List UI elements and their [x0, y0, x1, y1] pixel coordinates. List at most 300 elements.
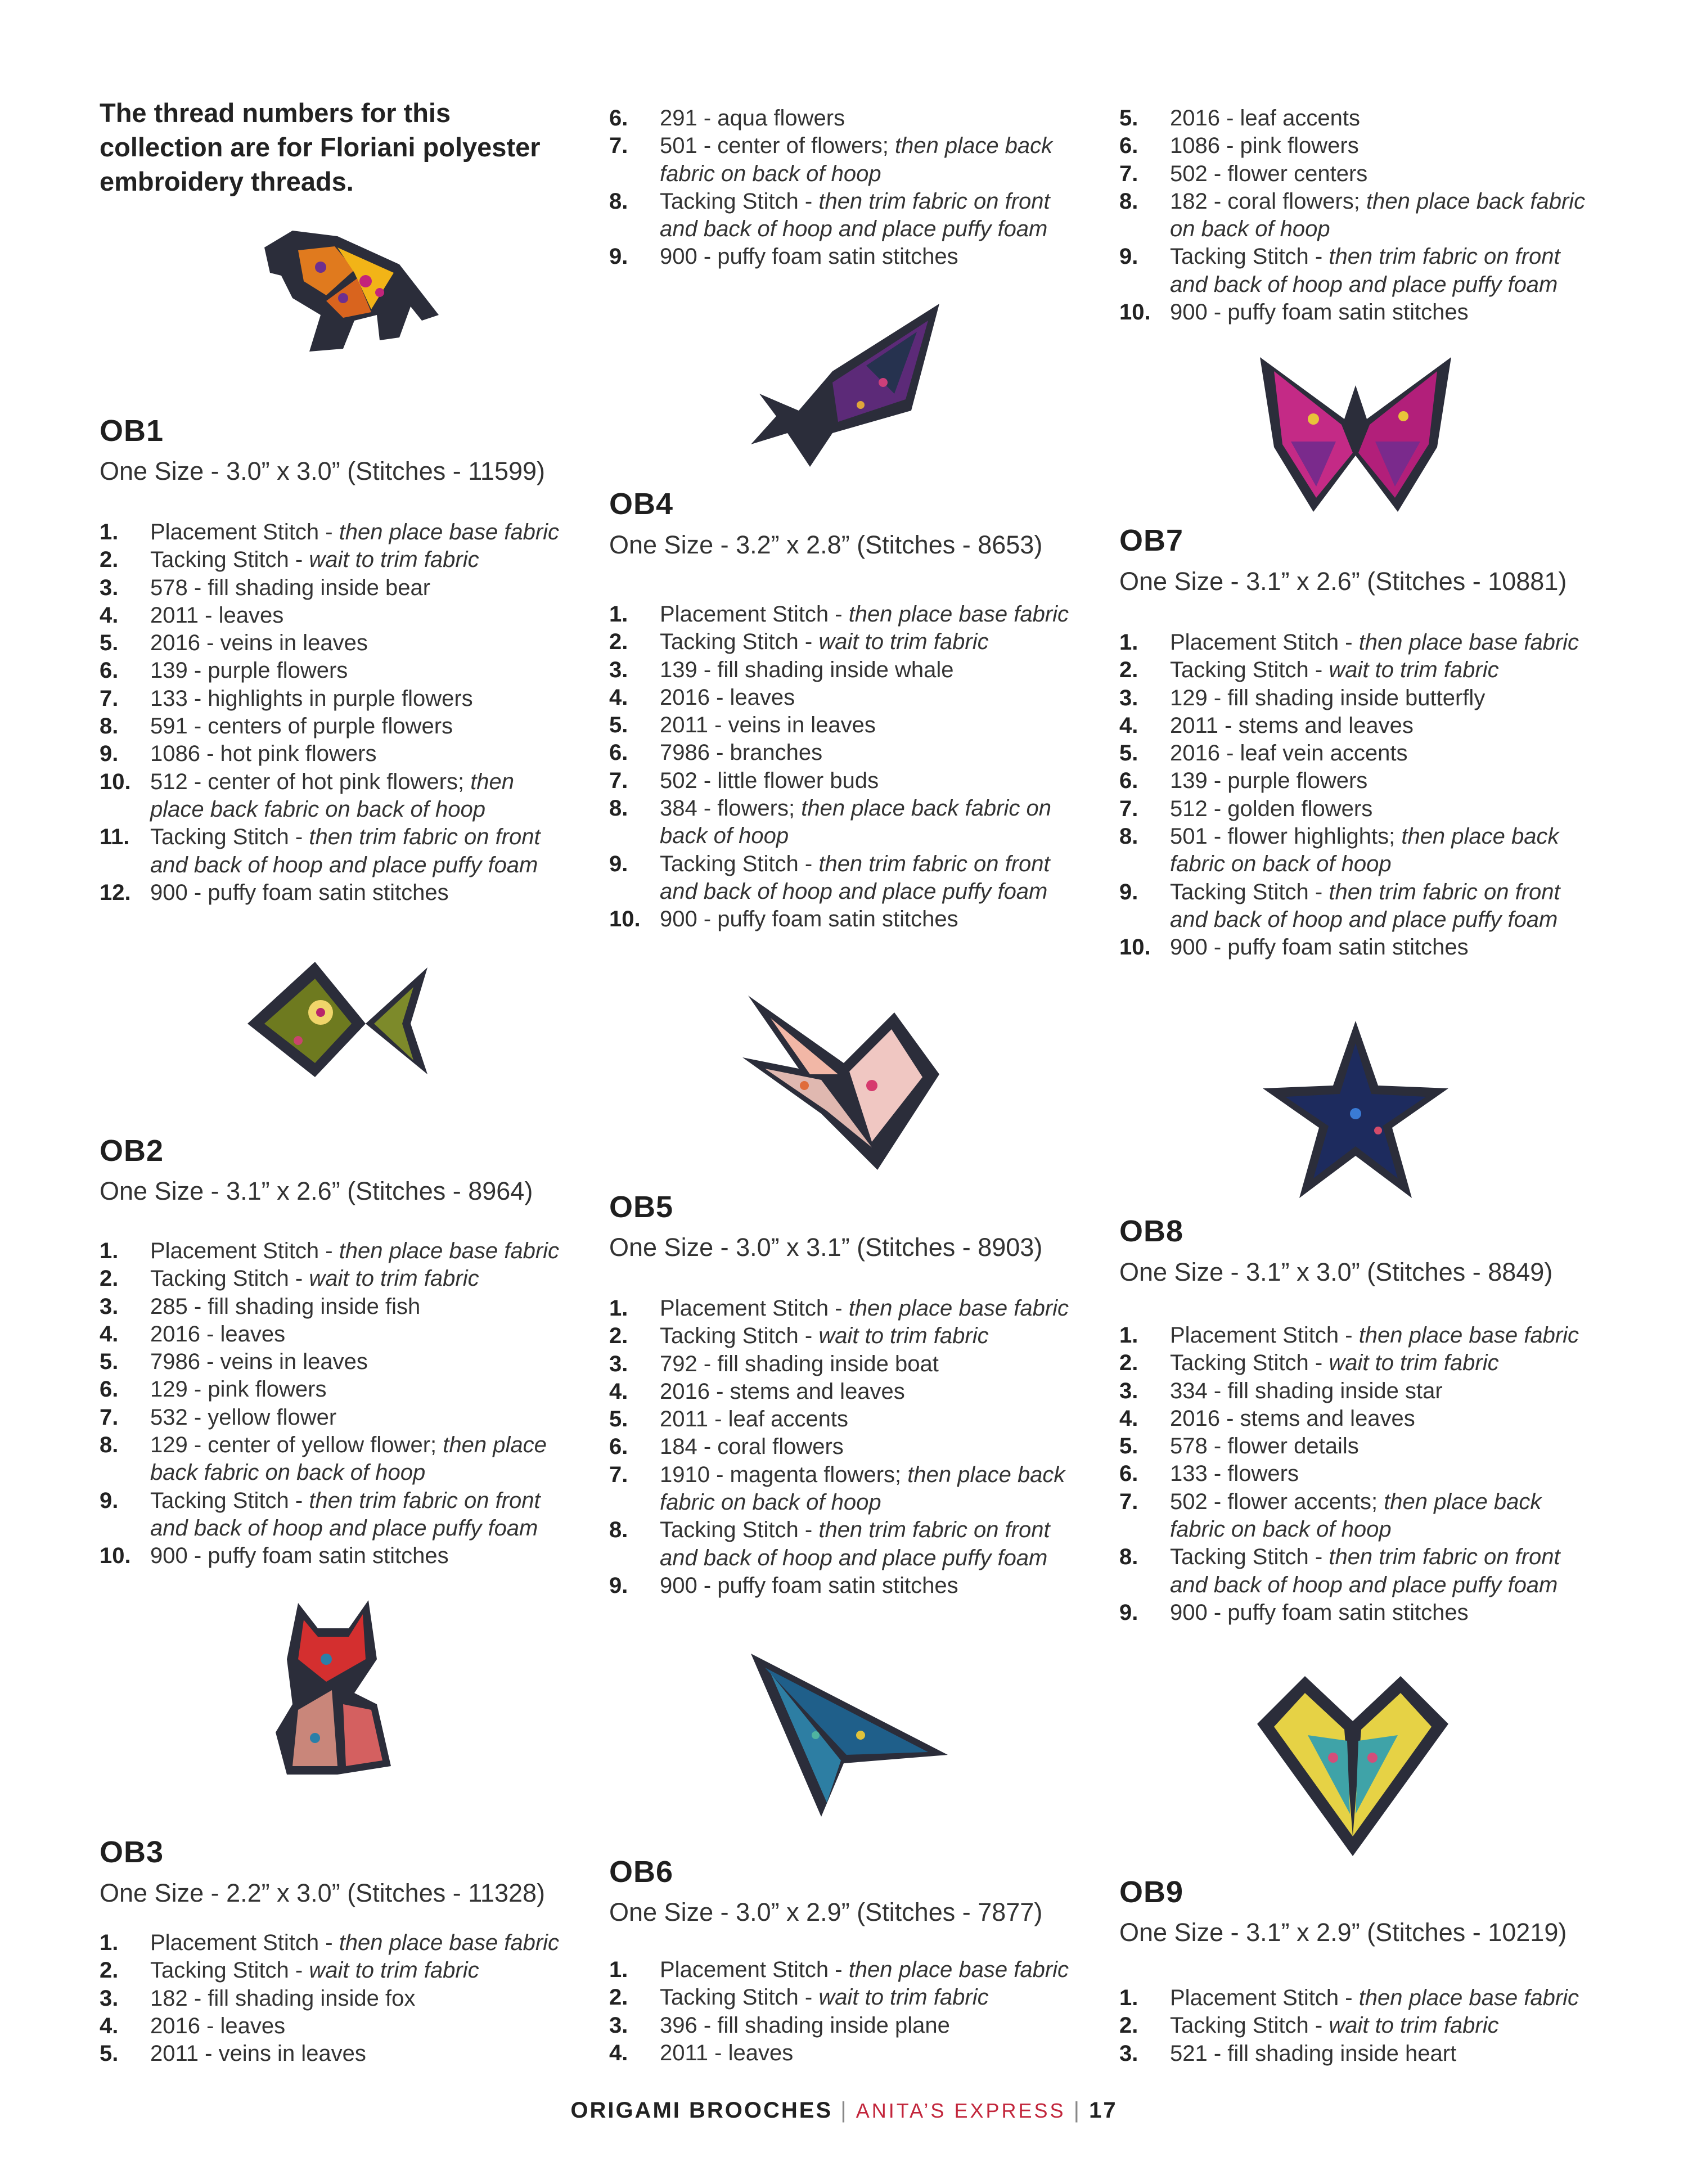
step-text: 129 - pink flowers: [150, 1377, 327, 1402]
step-item: [1119, 656, 1592, 684]
footer-brand: ANITA’S EXPRESS: [856, 2099, 1066, 2122]
ob2-size: One Size - 3.1” x 2.6” (Stitches - 8964): [100, 1177, 533, 1205]
step-text: 133 - flowers: [1170, 1461, 1299, 1487]
step-text: 2011 - stems and leaves: [1170, 713, 1414, 738]
step-instruction: then place back fabric on back of hoop: [150, 769, 515, 822]
col3-continued-steps: [1119, 105, 1592, 326]
step-item: [100, 519, 572, 546]
step-text: 139 - purple flowers: [1170, 768, 1368, 794]
step-instruction: then place back fabric on back of hoop: [150, 1433, 547, 1485]
step-item: [1119, 1984, 1592, 2012]
step-instruction: then trim fabric on front and back of hoop and place puffy foam: [150, 825, 541, 877]
step-text: 900 - puffy foam satin stitches: [1170, 300, 1469, 325]
step-text: 900 - puffy foam satin stitches: [660, 907, 958, 932]
step-number: 1.: [100, 520, 119, 544]
step-text: Placement Stitch -: [660, 1957, 849, 1982]
ob9-steps: [1119, 1984, 1592, 2068]
step-text: Placement Stitch -: [660, 1296, 849, 1321]
step-number: 1.: [1119, 630, 1138, 655]
step-text: Tacking Stitch -: [660, 1323, 819, 1349]
step-number: 6.: [1119, 768, 1138, 794]
step-number: 3.: [100, 1294, 119, 1319]
step-instruction: then place base fabric: [1358, 1323, 1579, 1348]
step-number: 9.: [1119, 244, 1138, 269]
ob6-size: One Size - 3.0” x 2.9” (Stitches - 7877): [609, 1898, 1043, 1926]
step-item: [609, 712, 1082, 739]
step-number: 3.: [1119, 685, 1138, 710]
bear-brooch-image: [259, 225, 450, 360]
step-number: 10.: [1119, 935, 1151, 960]
step-text: 512 - center of hot pink flowers;: [150, 769, 471, 794]
step-item: [1119, 823, 1592, 879]
step-instruction: then trim fabric on front and back of hoop and place puffy foam: [660, 1517, 1050, 1570]
bear-icon: [259, 225, 450, 360]
whale-icon: [748, 298, 951, 478]
step-item: [609, 1322, 1082, 1350]
step-number: 7.: [609, 133, 628, 159]
step-text: Tacking Stitch -: [660, 629, 819, 655]
step-item: [100, 2012, 572, 2040]
step-item: [1119, 795, 1592, 823]
paper-plane-icon: [748, 1651, 951, 1820]
step-item: [1119, 1599, 1592, 1627]
step-text: 384 - flowers;: [660, 796, 802, 821]
step-text: Placement Stitch -: [150, 1930, 339, 1955]
star-icon: [1260, 1018, 1451, 1204]
step-text: 900 - puffy foam satin stitches: [1170, 1600, 1469, 1625]
step-item: [100, 1431, 572, 1487]
step-number: 1.: [1119, 1985, 1138, 2010]
step-number: 2.: [1119, 658, 1138, 683]
star-brooch-image: [1260, 1018, 1451, 1204]
step-text: 285 - fill shading inside fish: [150, 1294, 421, 1319]
step-number: 3.: [1119, 2041, 1138, 2066]
step-item: [1119, 160, 1592, 188]
step-number: 5.: [1119, 1434, 1138, 1459]
step-number: 9.: [609, 244, 628, 269]
step-text: Tacking Stitch -: [150, 547, 309, 573]
step-item: [100, 1293, 572, 1321]
step-item: [609, 684, 1082, 712]
step-text: Tacking Stitch -: [150, 825, 309, 850]
step-text: 2016 - leaves: [150, 2013, 286, 2038]
step-number: 6.: [100, 658, 119, 683]
step-text: 129 - fill shading inside butterfly: [1170, 685, 1486, 710]
step-text: 900 - puffy foam satin stitches: [660, 1573, 958, 1598]
ob4-code: OB4: [609, 487, 674, 521]
step-text: 139 - fill shading inside whale: [660, 657, 954, 682]
step-text: Tacking Stitch -: [1170, 2013, 1329, 2038]
step-item: [100, 879, 572, 907]
step-text: 900 - puffy foam satin stitches: [1170, 935, 1469, 960]
step-text: 2011 - leaves: [660, 2040, 794, 2065]
step-item: [1119, 740, 1592, 767]
step-text: Tacking Stitch -: [660, 1985, 819, 2010]
step-text: 129 - center of yellow flower;: [150, 1433, 443, 1458]
step-text: 291 - aqua flowers: [660, 106, 845, 130]
step-text: 578 - fill shading inside bear: [150, 575, 431, 600]
step-item: [100, 823, 572, 879]
step-item: [100, 685, 572, 713]
ob4-steps: [609, 601, 1082, 934]
step-instruction: wait to trim fabric: [1329, 658, 1499, 683]
step-number: 4.: [609, 1379, 628, 1404]
step-text: 502 - flower centers: [1170, 161, 1368, 186]
ob2-code: OB2: [100, 1134, 164, 1168]
step-text: 591 - centers of purple flowers: [150, 714, 453, 739]
step-number: 4.: [100, 2013, 119, 2038]
step-item: [100, 574, 572, 602]
step-item: [1119, 132, 1592, 160]
step-text: 334 - fill shading inside star: [1170, 1378, 1443, 1403]
page-number: 17: [1089, 2098, 1118, 2123]
step-item: [609, 1406, 1082, 1433]
step-item: [1119, 712, 1592, 740]
fox-brooch-image: [264, 1597, 399, 1777]
step-item: [1119, 1460, 1592, 1488]
step-text: 7986 - branches: [660, 740, 823, 765]
step-item: [100, 2040, 572, 2068]
step-item: [100, 1542, 572, 1570]
step-number: 4.: [100, 602, 119, 628]
step-text: 139 - purple flowers: [150, 658, 348, 683]
step-text: 502 - flower accents;: [1170, 1489, 1384, 1514]
step-text: 396 - fill shading inside plane: [660, 2012, 950, 2038]
footer-separator: |: [840, 2098, 848, 2123]
col2-continued-steps: [609, 105, 1082, 271]
step-number: 8.: [1119, 824, 1138, 849]
step-number: 1.: [100, 1239, 119, 1263]
step-number: 3.: [100, 1985, 119, 2011]
boat-icon: [737, 990, 945, 1176]
step-text: 2011 - leaf accents: [660, 1407, 849, 1432]
step-instruction: then place back fabric on back of hoop: [660, 796, 1051, 849]
step-text: 512 - golden flowers: [1170, 796, 1373, 821]
footer-separator-2: |: [1073, 2098, 1082, 2123]
step-number: 2.: [1119, 1350, 1138, 1376]
step-item: [1119, 188, 1592, 244]
footer-title: ORIGAMI BROOCHES: [570, 2098, 833, 2123]
step-text: 792 - fill shading inside boat: [660, 1351, 939, 1376]
ob1-code: OB1: [100, 414, 164, 448]
ob2-steps: [100, 1237, 572, 1570]
boat-brooch-image: [737, 990, 945, 1176]
step-item: [100, 768, 572, 824]
step-text: 2016 - leaves: [660, 685, 795, 710]
step-text: Placement Stitch -: [1170, 1985, 1359, 2010]
step-instruction: wait to trim fabric: [309, 1266, 479, 1291]
step-text: 2016 - veins in leaves: [150, 631, 368, 656]
step-number: 6.: [1119, 133, 1138, 159]
step-instruction: wait to trim fabric: [818, 1985, 989, 2010]
step-number: 10.: [1119, 300, 1151, 325]
step-item: [609, 739, 1082, 767]
step-item: [609, 601, 1082, 628]
step-number: 1.: [1119, 1323, 1138, 1348]
step-number: 2.: [609, 629, 628, 655]
step-text: Tacking Stitch -: [660, 188, 819, 214]
step-item: [1119, 934, 1592, 961]
step-number: 6.: [1119, 1461, 1138, 1487]
step-text: 501 - flower highlights;: [1170, 824, 1402, 849]
step-instruction: then place back fabric on back of hoop: [1170, 824, 1559, 877]
step-number: 4.: [100, 1321, 119, 1347]
step-instruction: then trim fabric on front and back of hoop and place puffy foam: [150, 1488, 541, 1541]
step-number: 2.: [609, 1985, 628, 2010]
step-text: Placement Stitch -: [1170, 1323, 1359, 1348]
step-text: 184 - coral flowers: [660, 1434, 844, 1460]
step-text: 2016 - stems and leaves: [660, 1379, 905, 1404]
step-item: [1119, 1488, 1592, 1544]
step-number: 3.: [100, 575, 119, 600]
step-item: [100, 1376, 572, 1403]
step-instruction: wait to trim fabric: [818, 629, 989, 655]
step-item: [609, 656, 1082, 684]
step-text: 7986 - veins in leaves: [150, 1349, 368, 1375]
step-text: 900 - puffy foam satin stitches: [660, 244, 958, 269]
step-number: 7.: [609, 768, 628, 793]
step-text: 2011 - leaves: [150, 602, 284, 628]
step-item: [100, 1929, 572, 1957]
step-number: 2.: [100, 1958, 119, 1983]
step-number: 5.: [100, 2041, 119, 2066]
ob9-size: One Size - 3.1” x 2.9” (Stitches - 10219): [1119, 1918, 1567, 1947]
step-text: 2016 - leaves: [150, 1321, 286, 1347]
step-item: [100, 629, 572, 657]
step-number: 8.: [100, 1433, 119, 1458]
step-instruction: wait to trim fabric: [309, 547, 479, 573]
intro-text: The thread numbers for this collection are for Floriani polyester embroidery threads.: [100, 98, 541, 196]
step-item: [1119, 1322, 1592, 1349]
step-number: 1.: [609, 1296, 628, 1321]
step-number: 2.: [609, 1323, 628, 1349]
paper-plane-brooch-image: [748, 1651, 951, 1820]
step-instruction: then trim fabric on front and back of hoop and place puffy foam: [1170, 244, 1560, 297]
step-number: 3.: [609, 2012, 628, 2038]
step-instruction: then place base fabric: [339, 1239, 560, 1263]
step-instruction: then trim fabric on front and back of hoop and place puffy foam: [1170, 879, 1560, 932]
step-item: [609, 906, 1082, 933]
step-text: 501 - center of flowers;: [660, 133, 895, 159]
step-number: 9.: [1119, 1600, 1138, 1625]
step-item: [1119, 1543, 1592, 1599]
step-instruction: then place back fabric on back of hoop: [1170, 1489, 1542, 1542]
step-text: Tacking Stitch -: [1170, 1544, 1329, 1570]
ob5-size: One Size - 3.0” x 3.1” (Stitches - 8903): [609, 1233, 1043, 1262]
step-number: 5.: [609, 1407, 628, 1432]
step-item: [609, 767, 1082, 795]
step-number: 4.: [609, 2040, 628, 2065]
step-item: [1119, 1405, 1592, 1433]
step-item: [609, 1956, 1082, 1984]
step-text: 182 - fill shading inside fox: [150, 1985, 416, 2011]
step-instruction: then place back fabric on back of hoop: [660, 1462, 1065, 1515]
step-text: Placement Stitch -: [150, 520, 339, 544]
step-number: 3.: [1119, 1378, 1138, 1403]
step-item: [1119, 879, 1592, 934]
fish-brooch-image: [242, 956, 433, 1080]
step-instruction: then trim fabric on front and back of hoop and place puffy foam: [660, 851, 1050, 904]
step-item: [609, 1572, 1082, 1600]
step-item: [100, 1957, 572, 1984]
step-item: [609, 1378, 1082, 1406]
step-instruction: wait to trim fabric: [1329, 2013, 1499, 2038]
step-text: Tacking Stitch -: [1170, 1350, 1329, 1376]
step-item: [1119, 299, 1592, 326]
step-number: 1.: [609, 602, 628, 627]
step-item: [100, 713, 572, 740]
ob7-steps: [1119, 629, 1592, 962]
step-item: [609, 243, 1082, 271]
heart-brooch-image: [1254, 1673, 1451, 1859]
heart-icon: [1254, 1673, 1451, 1859]
step-text: Placement Stitch -: [660, 602, 849, 627]
ob3-size: One Size - 2.2” x 3.0” (Stitches - 11328): [100, 1879, 546, 1907]
step-text: 900 - puffy foam satin stitches: [150, 880, 449, 905]
step-number: 8.: [609, 796, 628, 821]
step-item: [100, 1321, 572, 1348]
step-text: 2016 - stems and leaves: [1170, 1406, 1415, 1431]
step-text: 521 - fill shading inside heart: [1170, 2041, 1457, 2066]
step-item: [100, 1237, 572, 1265]
step-text: 532 - yellow flower: [150, 1404, 337, 1430]
step-text: 502 - little flower buds: [660, 768, 879, 793]
ob7-code: OB7: [1119, 524, 1184, 557]
step-item: [609, 1433, 1082, 1461]
step-number: 7.: [1119, 796, 1138, 821]
step-number: 8.: [1119, 188, 1138, 214]
step-item: [1119, 105, 1592, 132]
fish-icon: [242, 956, 433, 1080]
step-text: 900 - puffy foam satin stitches: [150, 1543, 449, 1569]
step-number: 7.: [1119, 1489, 1138, 1514]
whale-brooch-image: [748, 298, 951, 478]
ob8-code: OB8: [1119, 1214, 1184, 1248]
step-item: [609, 1461, 1082, 1517]
step-item: [609, 2039, 1082, 2067]
step-item: [609, 628, 1082, 656]
step-instruction: then place base fabric: [848, 1957, 1069, 1982]
step-number: 10.: [100, 1543, 131, 1569]
step-number: 6.: [609, 1434, 628, 1460]
ob1-steps: [100, 519, 572, 907]
step-number: 8.: [609, 1517, 628, 1543]
step-number: 6.: [609, 106, 628, 130]
step-item: [100, 602, 572, 629]
step-item: [100, 1348, 572, 1376]
ob3-steps: [100, 1929, 572, 2068]
step-number: 10.: [100, 769, 131, 794]
step-item: [1119, 1433, 1592, 1460]
step-number: 2.: [100, 547, 119, 573]
step-item: [1119, 1349, 1592, 1377]
step-number: 5.: [1119, 741, 1138, 766]
step-item: [1119, 1377, 1592, 1405]
step-item: [609, 1984, 1082, 2011]
step-text: Tacking Stitch -: [150, 1266, 309, 1291]
step-item: [609, 132, 1082, 188]
step-text: Tacking Stitch -: [1170, 879, 1329, 904]
step-instruction: wait to trim fabric: [309, 1958, 479, 1983]
step-item: [609, 188, 1082, 244]
step-instruction: then trim fabric on front and back of hoop and place puffy foam: [1170, 1544, 1560, 1597]
step-number: 11.: [100, 825, 130, 850]
step-item: [100, 1985, 572, 2012]
ob8-size: One Size - 3.1” x 3.0” (Stitches - 8849): [1119, 1258, 1553, 1286]
step-text: 1910 - magenta flowers;: [660, 1462, 908, 1487]
step-text: Tacking Stitch -: [660, 1517, 819, 1543]
step-number: 5.: [1119, 106, 1138, 130]
step-number: 10.: [609, 907, 641, 932]
step-instruction: wait to trim fabric: [818, 1323, 989, 1349]
ob5-code: OB5: [609, 1190, 674, 1224]
step-number: 9.: [100, 741, 119, 767]
step-number: 9.: [609, 1573, 628, 1598]
step-number: 9.: [609, 851, 628, 876]
step-text: 133 - highlights in purple flowers: [150, 686, 473, 711]
step-item: [1119, 2040, 1592, 2068]
step-text: 2016 - leaf vein accents: [1170, 741, 1408, 766]
step-item: [100, 1487, 572, 1543]
step-item: [609, 1516, 1082, 1572]
step-number: 8.: [1119, 1544, 1138, 1570]
step-item: [609, 850, 1082, 906]
step-item: [1119, 629, 1592, 656]
step-number: 1.: [609, 1957, 628, 1982]
step-item: [1119, 685, 1592, 712]
step-item: [609, 2012, 1082, 2039]
step-text: 2011 - veins in leaves: [150, 2041, 366, 2066]
ob7-size: One Size - 3.1” x 2.6” (Stitches - 10881): [1119, 567, 1567, 596]
fox-icon: [264, 1597, 399, 1777]
step-text: Tacking Stitch -: [660, 851, 819, 876]
step-item: [609, 1350, 1082, 1378]
step-text: Placement Stitch -: [150, 1239, 339, 1263]
step-instruction: then place base fabric: [1358, 1985, 1579, 2010]
step-item: [100, 657, 572, 685]
step-number: 6.: [100, 1377, 119, 1402]
step-number: 6.: [609, 740, 628, 765]
step-item: [609, 105, 1082, 132]
step-text: 578 - flower details: [1170, 1434, 1359, 1459]
step-number: 9.: [100, 1488, 119, 1513]
butterfly-icon: [1257, 352, 1454, 515]
ob6-steps: [609, 1956, 1082, 2067]
ob5-steps: [609, 1295, 1082, 1600]
step-instruction: then place base fabric: [848, 1296, 1069, 1321]
step-text: Tacking Stitch -: [150, 1958, 309, 1983]
step-number: 4.: [609, 685, 628, 710]
step-text: 1086 - hot pink flowers: [150, 741, 377, 767]
step-instruction: then place base fabric: [1358, 630, 1579, 655]
step-text: Placement Stitch -: [1170, 630, 1359, 655]
step-item: [1119, 2012, 1592, 2039]
butterfly-brooch-image: [1257, 352, 1454, 515]
step-number: 1.: [100, 1930, 119, 1955]
step-number: 5.: [100, 631, 119, 656]
step-text: Tacking Stitch -: [150, 1488, 309, 1513]
step-number: 8.: [609, 188, 628, 214]
step-instruction: then place base fabric: [339, 520, 560, 544]
step-instruction: then place base fabric: [339, 1930, 560, 1955]
step-number: 7.: [100, 1404, 119, 1430]
step-number: 4.: [1119, 1406, 1138, 1431]
step-number: 4.: [1119, 713, 1138, 738]
ob8-steps: [1119, 1322, 1592, 1627]
step-number: 3.: [609, 1351, 628, 1376]
ob6-code: OB6: [609, 1855, 674, 1889]
step-number: 2.: [100, 1266, 119, 1291]
